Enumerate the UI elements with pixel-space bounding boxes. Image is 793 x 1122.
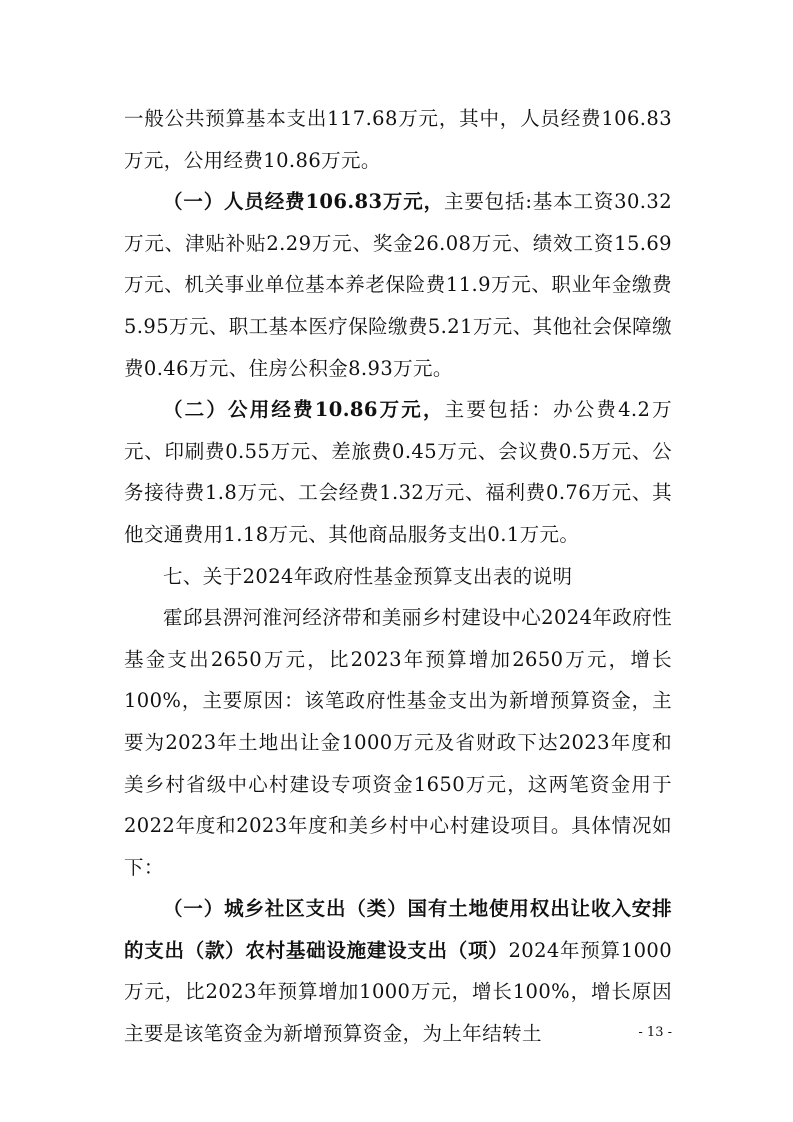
paragraph-text: 主要包括:基本工资30.32万元、津贴补贴2.29万元、奖金26.08万元、绩效工资15.69万元、机关事业单位基本养老保险费11.9万元、职业年金缴费5.95万元、职工基本医疗保险缴费5.21万元、其他社会保障缴费0.46万元、住房公积金8.93万元。 [124, 190, 672, 380]
paragraph-text: 2024年预算1000万元，比2023年预算增加1000万元，增长100%，增长原因主要是该笔资金为新增预算资金，为上年结转土 [124, 938, 672, 1046]
paragraph-personnel-expenses [124, 181, 672, 389]
paragraph-text: 霍邱县淠河淮河经济带和美丽乡村建设中心2024年政府性基金支出2650万元，比2023年预算增加2650万元，增长100%，主要原因：该笔政府性基金支出为新增预算资金，主要为2023年土地出让金1000万元及省财政下达2023年度和美乡村省级中心村建设专项资金1650万元，这两笔资金用于2022年度和2023年度和美乡村中心村建设项目。具体情况如下： [124, 606, 672, 879]
section-heading-seven [124, 556, 672, 598]
section-heading-urban-rural: （一）城乡社区支出（类）国有土地使用权出让收入安排的支出（款）农村基础设施建设支出（项） [124, 897, 672, 962]
page-number: - 13 - [638, 1025, 672, 1040]
body-text [124, 98, 672, 1055]
paragraph-text: 一般公共预算基本支出117.68万元，其中，人员经费106.83万元，公用经费10.86万元。 [124, 107, 672, 172]
paragraph-text: 主要包括：办公费4.2万元、印刷费0.55万元、差旅费0.45万元、会议费0.5万元、公务接待费1.8万元、工会经费1.32万元、福利费0.76万元、其他交通费用1.18万元、其他商品服务支出0.1万元。 [124, 398, 672, 546]
paragraph-basic-expenditure [124, 98, 672, 181]
paragraph-urban-rural-expenditure [124, 888, 672, 1054]
paragraph-fund-expenditure [124, 597, 672, 888]
paragraph-public-expenses [124, 389, 672, 555]
section-heading-public: （二）公用经费10.86万元， [163, 398, 445, 422]
section-heading-text: 七、关于2024年政府性基金预算支出表的说明 [163, 564, 573, 588]
section-heading-personnel: （一）人员经费106.83万元， [163, 190, 444, 214]
